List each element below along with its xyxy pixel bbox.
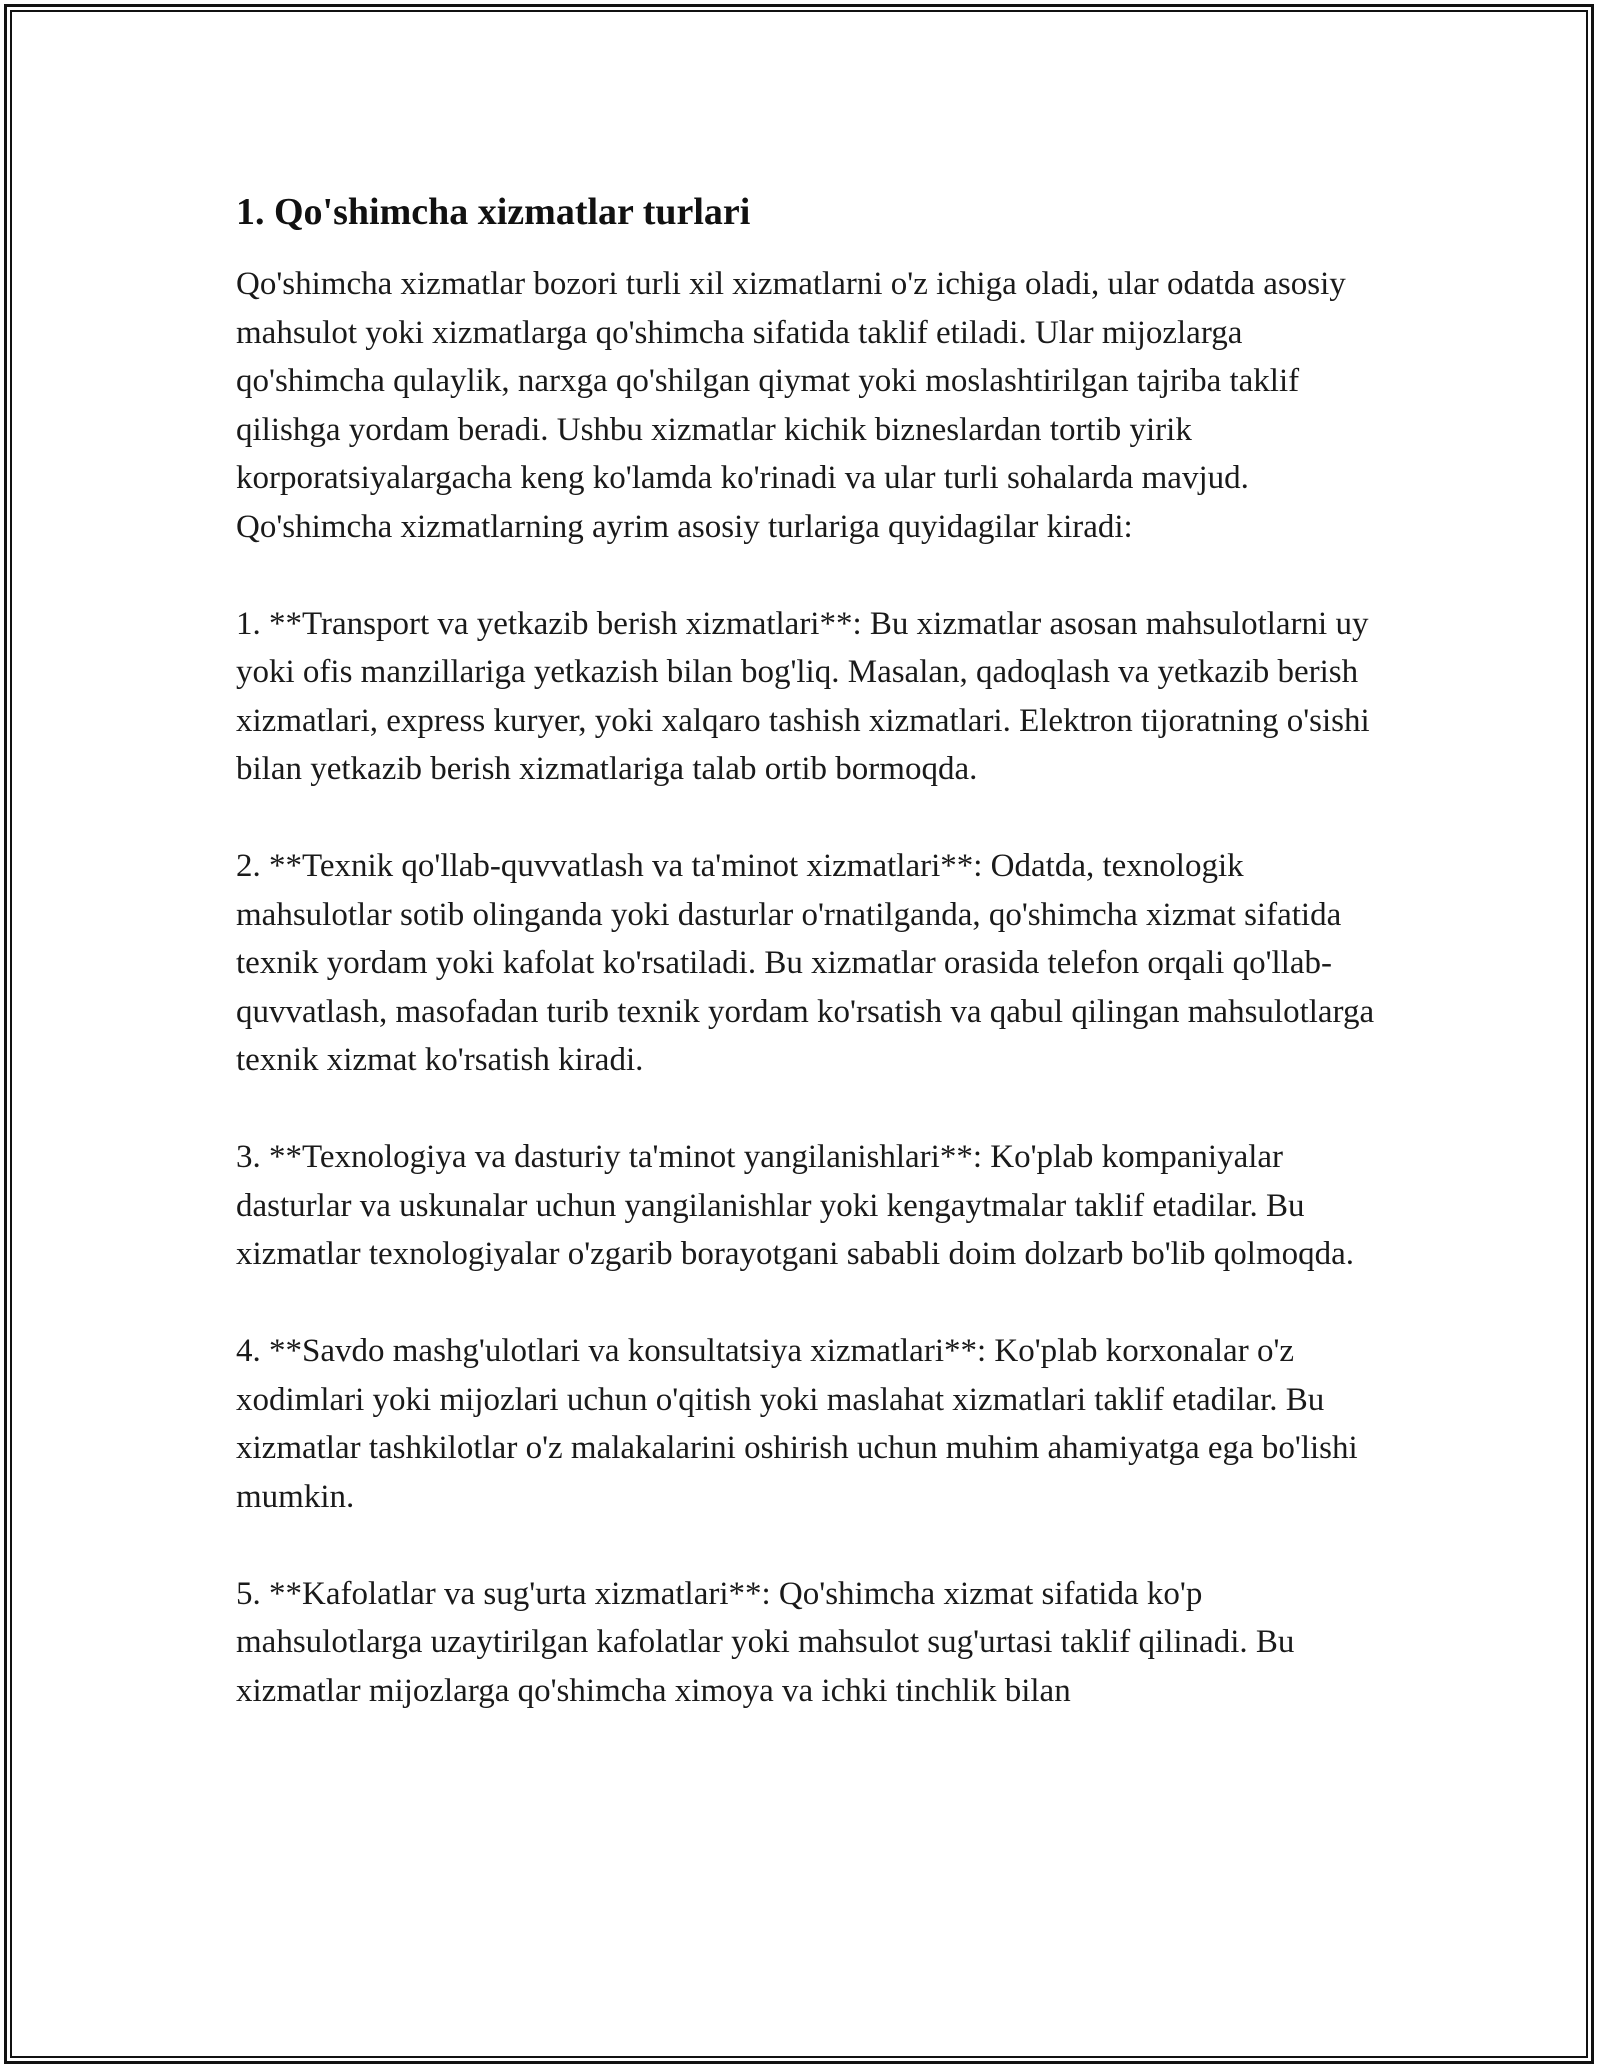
list-item-transport: 1. **Transport va yetkazib berish xizmatlari**: Bu xizmatlar asosan mahsulotlarni uy yoki ofis manzillariga yetkazish bilan bog'liq. Masalan, qadoqlash va yetkazib berish xizmatlari, express kuryer, yoki xalqaro tashish xizmatlari. Elektron tijoratning o'sishi bilan yetkazib berish xizmatlariga talab ortib bormoqda. [236, 605, 1370, 787]
list-item-training-consulting: 4. **Savdo mashg'ulotlari va konsultatsiya xizmatlari**: Ko'plab korxonalar o'z xodimlari yoki mijozlari uchun o'qitish yoki maslahat xizmatlari taklif etadilar. Bu xizmatlar tashkilotlar o'z malakalarini oshirish uchun muhim ahamiyatga ega bo'lishi mumkin. [236, 1333, 1358, 1515]
list-item-warranty-insurance: 5. **Kafolatlar va sug'urta xizmatlari**: Qo'shimcha xizmat sifatida ko'p mahsulotlarga uzaytirilgan kafolatlar yoki mahsulot sug'urtasi taklif qilinadi. Bu xizmatlar mijozlarga qo'shimcha ximoya va ichki tinchlik bilan [236, 1575, 1295, 1709]
section-heading: 1. Qo'shimcha xizmatlar turlari [236, 191, 751, 233]
intro-paragraph: Qo'shimcha xizmatlar bozori turli xil xizmatlarni o'z ichiga oladi, ular odatda asosiy mahsulot yoki xizmatlarga qo'shimcha sifatida taklif etiladi. Ular mijozlarga qo'shimcha qulaylik, narxga qo'shilgan qiymat yoki moslashtirilgan tajriba taklif qilishga yordam beradi. Ushbu xizmatlar kichik bizneslardan tortib yirik korporatsiyalargacha keng ko'lamda ko'rinadi va ular turli sohalarda mavjud. Qo'shimcha xizmatlarning ayrim asosiy turlariga quyidagilar kiradi: [236, 266, 1346, 545]
document-body [236, 186, 1376, 1764]
list-item-technical-support: 2. **Texnik qo'llab-quvvatlash va ta'minot xizmatlari**: Odatda, texnologik mahsulotlar sotib olinganda yoki dasturlar o'rnatilganda, qo'shimcha xizmat sifatida texnik yordam yoki kafolat ko'rsatiladi. Bu xizmatlar orasida telefon orqali qo'llab-quvvatlash, masofadan turib texnik yordam ko'rsatish va qabul qilingan mahsulotlarga texnik xizmat ko'rsatish kiradi. [236, 848, 1375, 1078]
list-item-software-updates: 3. **Texnologiya va dasturiy ta'minot yangilanishlari**: Ko'plab kompaniyalar dasturlar va uskunalar uchun yangilanishlar yoki kengaytmalar taklif etadilar. Bu xizmatlar texnologiyalar o'zgarib borayotgani sababli doim dolzarb bo'lib qolmoqda. [236, 1139, 1355, 1272]
